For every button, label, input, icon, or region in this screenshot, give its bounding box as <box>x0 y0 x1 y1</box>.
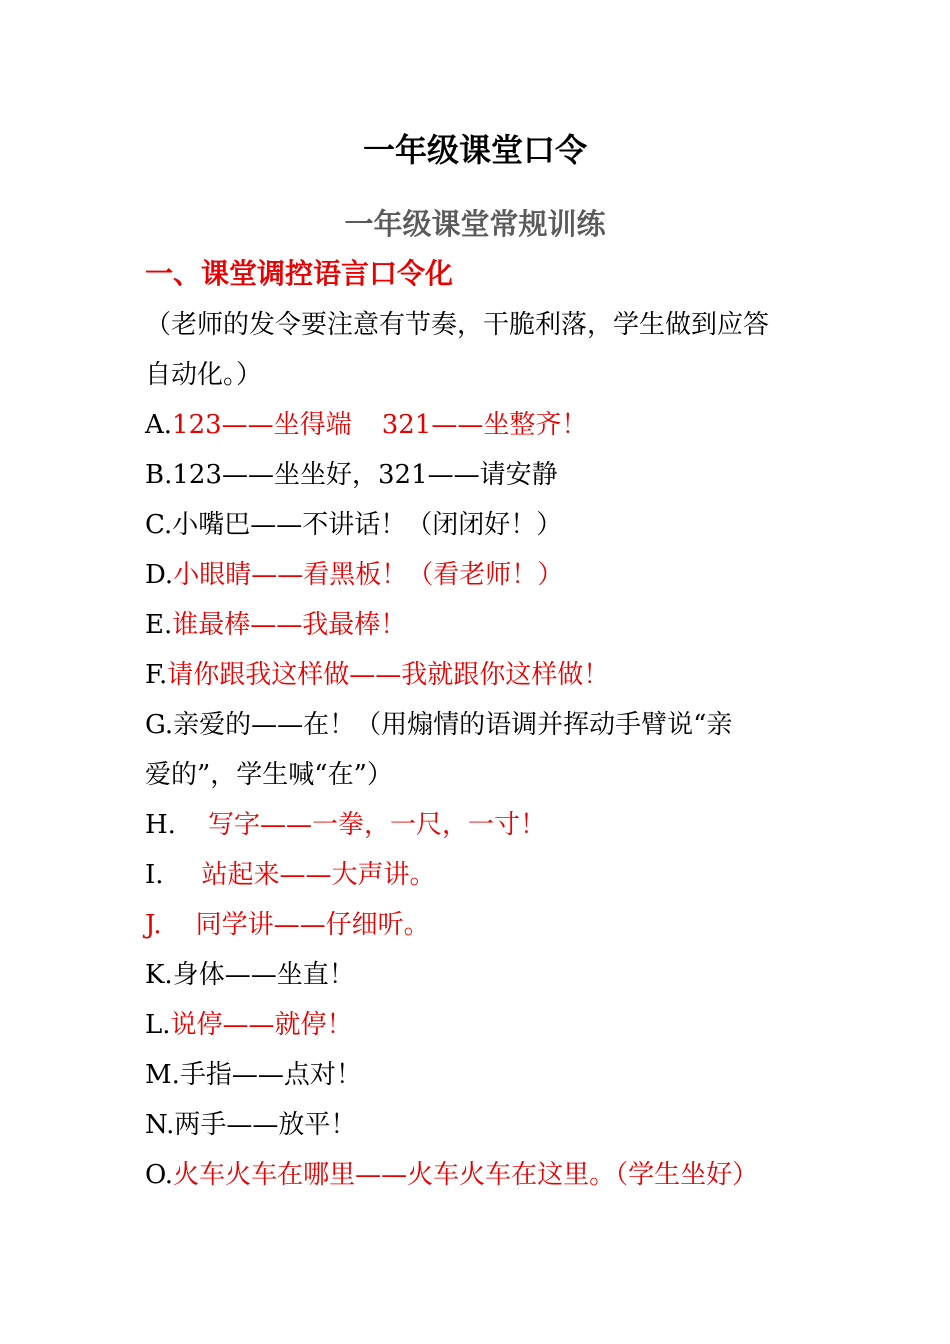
list-item-m <box>145 1050 815 1100</box>
list-item-d <box>145 550 815 600</box>
item-label: N. <box>145 1110 175 1140</box>
list-item-g <box>145 700 815 800</box>
item-text-part-1: 123——坐得端 <box>172 410 352 440</box>
item-text-line-2: 爱的”，学生喊“在”） <box>145 760 393 790</box>
item-label: O. <box>145 1160 174 1190</box>
list-item-j <box>145 900 815 950</box>
item-text: 身体——坐直！ <box>172 960 355 990</box>
list-item-n <box>145 1100 815 1150</box>
item-text: 两手——放平！ <box>174 1110 357 1140</box>
page-subtitle: 一年级课堂常规训练 <box>344 207 606 241</box>
item-label: K. <box>145 960 173 990</box>
list-item-f <box>145 650 815 700</box>
item-text: 站起来——大声讲。 <box>201 860 436 890</box>
item-label: H. <box>145 810 176 840</box>
item-text: 说停——就停！ <box>170 1010 353 1040</box>
list-item-b <box>145 450 815 500</box>
item-label: G. <box>145 710 174 740</box>
list-item-a <box>145 400 815 450</box>
item-label: F. <box>145 660 168 690</box>
item-text: 手指——点对！ <box>179 1060 362 1090</box>
list-item-h <box>145 800 815 850</box>
intro-paragraph <box>145 300 815 400</box>
item-text-line-1: 亲爱的——在！（用煽情的语调并挥动手臂说“亲 <box>173 710 733 740</box>
item-text: 写字——一拳，一尺，一寸！ <box>207 810 546 840</box>
item-label: C. <box>145 510 173 540</box>
item-text: 请你跟我这样做——我就跟你这样做！ <box>167 660 610 690</box>
item-label: M. <box>145 1060 180 1090</box>
item-label: J. <box>145 910 162 940</box>
intro-line-2: 自动化。） <box>145 360 263 390</box>
list-item-k <box>145 950 815 1000</box>
section-heading: 一、课堂调控语言口令化 <box>145 257 454 290</box>
list-item-e <box>145 600 815 650</box>
item-text: 小嘴巴——不讲话！（闭闭好！） <box>172 510 563 540</box>
item-label: E. <box>145 610 173 640</box>
item-text-part-2: 321——坐整齐！ <box>381 410 588 440</box>
item-text: 谁最棒——我最棒！ <box>172 610 407 640</box>
item-label: D. <box>145 560 174 590</box>
list-item-o <box>145 1150 815 1200</box>
item-text: 123——坐坐好，321——请安静 <box>172 460 558 490</box>
item-label: I. <box>145 860 164 890</box>
list-item-i <box>145 850 815 900</box>
list-item-c <box>145 500 815 550</box>
document-body <box>145 300 815 1200</box>
item-text: 同学讲——仔细听。 <box>195 910 430 940</box>
page-title: 一年级课堂口令 <box>362 131 587 169</box>
item-text: 小眼睛——看黑板！（看老师！） <box>173 560 564 590</box>
item-label: B. <box>145 460 173 490</box>
item-label: A. <box>145 410 173 440</box>
intro-line-1: （老师的发令要注意有节奏，干脆利落，学生做到应答 <box>145 310 770 340</box>
list-item-l <box>145 1000 815 1050</box>
item-label: L. <box>145 1010 171 1040</box>
item-text: 火车火车在哪里——火车火车在这里。（学生坐好） <box>173 1160 759 1190</box>
